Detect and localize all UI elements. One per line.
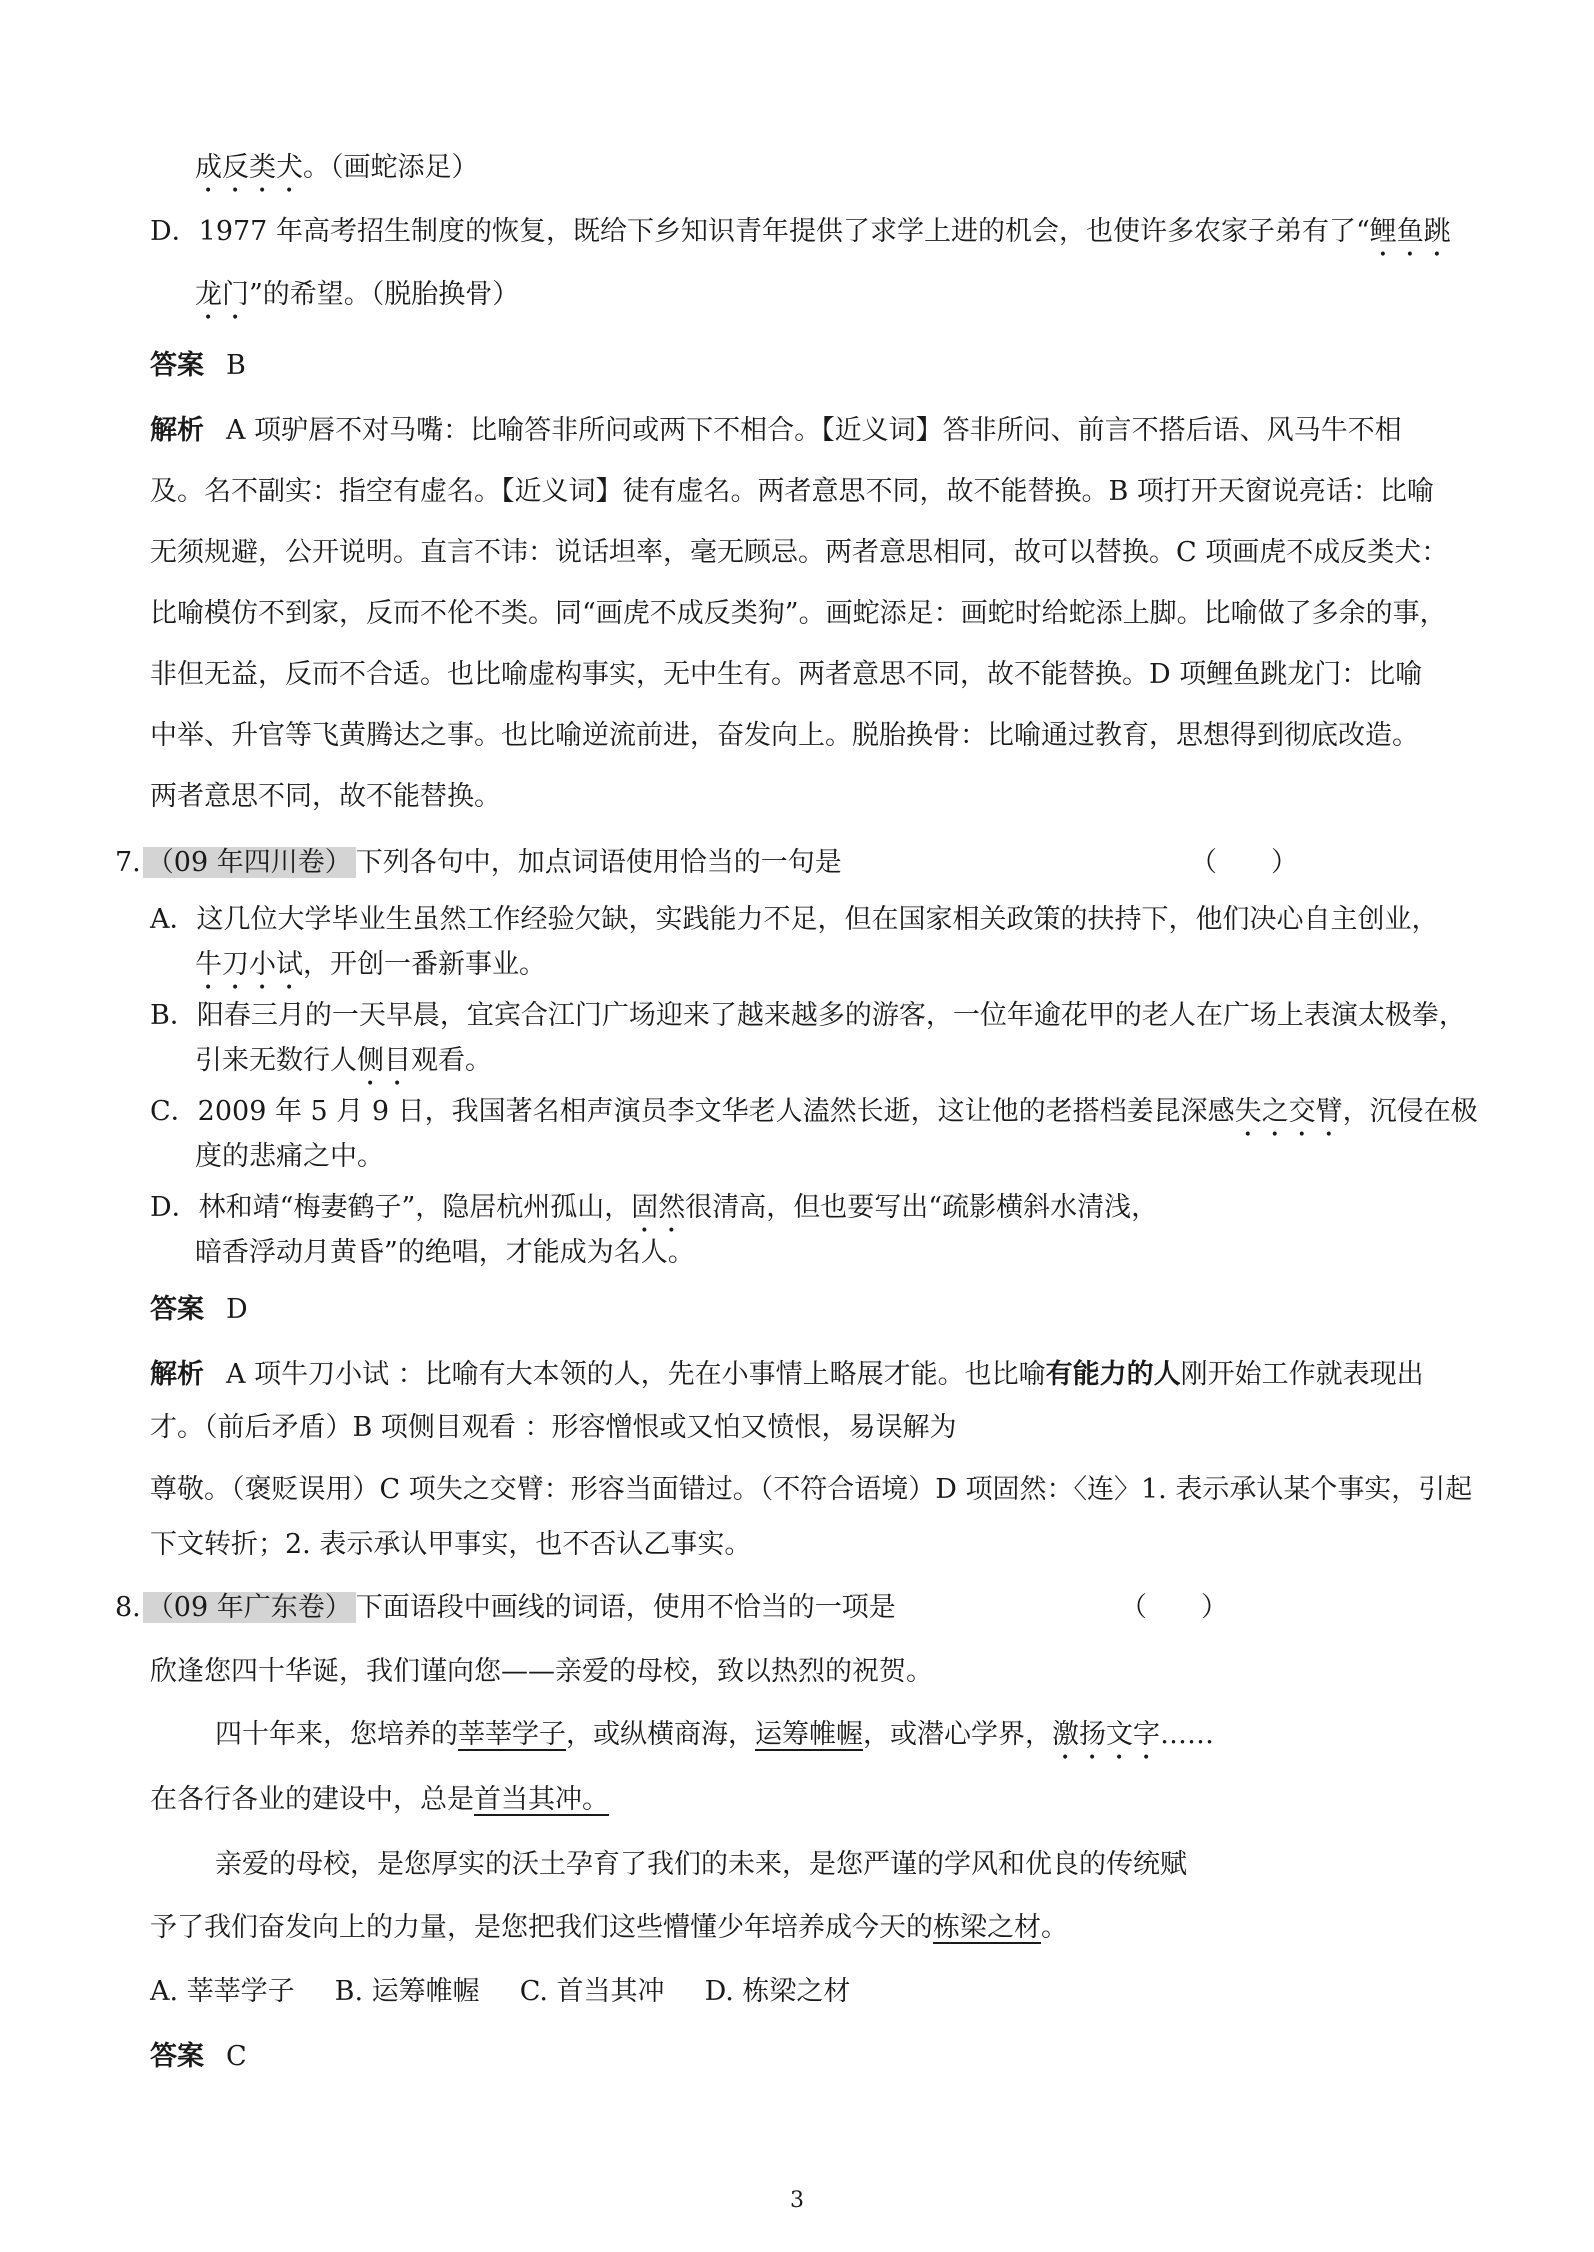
q6-option-d-line2: 龙门”的希望。（脱胎换骨）	[195, 279, 520, 310]
dotted-phrase: 牛刀小试	[195, 949, 303, 980]
underlined-phrase: 运筹帷幄	[755, 1719, 863, 1750]
q7-option-d-line2: 暗香浮动月黄昏”的绝唱，才能成为名人。	[195, 1237, 695, 1268]
q8-passage-line-4: 亲爱的母校，是您厚实的沃土孕育了我们的未来，是您严谨的学风和优良的传统赋	[215, 1849, 1187, 1880]
question-number: 8.	[115, 1592, 141, 1623]
answer-blank: （ ）	[1120, 1592, 1228, 1623]
q6-analysis-line-7: 两者意思不同，故不能替换。	[150, 781, 501, 812]
answer-value: C	[226, 2041, 247, 2072]
q6-answer	[150, 346, 246, 386]
q6-option-d-line1: D．1977 年高考招生制度的恢复，既给下乡知识青年提供了求学上进的机会，也使许多农家子弟有了“鲤鱼跳	[150, 216, 1451, 247]
q8-passage-line-1: 欣逢您四十华诞，我们谨向您——亲爱的母校，致以热烈的祝贺。	[150, 1656, 933, 1687]
q7-analysis-line-1: 解析 A 项牛刀小试 ：比喻有大本领的人，先在小事情上略展才能。也比喻有能力的人刚开始工作就表现出	[150, 1359, 1424, 1390]
q7-stem: 7. （09 年四川卷） 下列各句中，加点词语使用恰当的一句是	[115, 847, 842, 878]
q7-analysis-line-3: 尊敬。（褒贬误用）C 项失之交臂：形容当面错过。（不符合语境）D 项固然：〈连〉1. 表示承认某个事实，引起	[150, 1474, 1473, 1505]
page-number: 3	[790, 2188, 804, 2213]
q8-option-c: C. 首当其冲	[519, 1976, 665, 2007]
dotted-phrase: 龙门	[195, 279, 249, 310]
answer-value: B	[226, 350, 246, 381]
question-number: 7.	[115, 847, 141, 878]
q7-option-a-line1: A．这几位大学毕业生虽然工作经验欠缺，实践能力不足，但在国家相关政策的扶持下，他们决心自主创业，	[150, 904, 1439, 935]
analysis-label: 解析	[150, 415, 204, 446]
q6-analysis-line-5: 非但无益，反而不合适。也比喻虚构事实，无中生有。两者意思不同，故不能替换。D 项鲤鱼跳龙门：比喻	[150, 659, 1423, 690]
answer-blank: （ ）	[1190, 847, 1298, 878]
q7-option-d-line1: D．林和靖“梅妻鹤子”，隐居杭州孤山，固然很清高，但也要写出“疏影横斜水清浅，	[150, 1192, 1159, 1223]
dotted-phrase: 鲤鱼跳	[1369, 216, 1451, 247]
q8-options	[150, 1972, 850, 2012]
q8-option-a: A. 莘莘学子	[150, 1976, 295, 2007]
dotted-phrase: 固然	[631, 1192, 686, 1223]
q8-stem: 8. （09 年广东卷） 下面语段中画线的词语，使用不恰当的一项是	[115, 1592, 896, 1623]
q6-analysis-line-4: 比喻模仿不到家，反而不伦不类。同“画虎不成反类狗”。画蛇添足：画蛇时给蛇添上脚。比喻做了多余的事，	[150, 598, 1447, 629]
q7-option-c-line1: C．2009 年 5 月 9 日，我国著名相声演员李文华老人溘然长逝，这让他的老搭档姜昆深感失之交臂，沉侵在极	[150, 1096, 1478, 1127]
q6-analysis-line-6: 中举、升官等飞黄腾达之事。也比喻逆流前进，奋发向上。脱胎换骨：比喻通过教育，思想得到彻底改造。	[150, 720, 1419, 751]
underlined-phrase: 首当其冲。	[474, 1784, 609, 1815]
q8-option-d: D. 栋梁之材	[704, 1976, 851, 2007]
q8-option-b: B. 运筹帷幄	[334, 1976, 480, 2007]
q8-passage-line-2: 四十年来，您培养的莘莘学子，或纵横商海，运筹帷幄，或潜心学界，激扬文字……	[215, 1719, 1214, 1750]
answer-label: 答案	[150, 350, 204, 381]
dotted-phrase: 失之交臂	[1234, 1096, 1343, 1127]
source-tag: （09 年广东卷）	[143, 1592, 356, 1623]
source-tag: （09 年四川卷）	[143, 847, 356, 878]
q7-analysis-line-4: 下文转折；2. 表示承认甲事实，也不否认乙事实。	[150, 1529, 752, 1560]
q6-analysis-line-2: 及。名不副实：指空有虚名。【近义词】徒有虚名。两者意思不同，故不能替换。B 项打开天窗说亮话：比喻	[150, 476, 1434, 507]
q7-option-a-line2: 牛刀小试，开创一番新事业。	[195, 949, 546, 980]
dotted-phrase: 侧目	[357, 1045, 411, 1076]
q8-passage-line-5: 予了我们奋发向上的力量，是您把我们这些懵懂少年培养成今天的栋梁之材。	[150, 1912, 1068, 1943]
bold-phrase: 有能力的人	[1045, 1359, 1181, 1390]
answer-value: D	[226, 1294, 248, 1325]
analysis-label: 解析	[150, 1359, 204, 1390]
q7-analysis-line-2: 才。（前后矛盾）B 项侧目观看 ：形容憎恨或又怕又愤恨，易误解为	[150, 1412, 957, 1443]
dotted-phrase: 激扬文字	[1052, 1719, 1160, 1750]
underlined-phrase: 栋梁之材	[933, 1912, 1041, 1943]
q6-analysis-line-3: 无须规避，公开说明。直言不讳：说话坦率，毫无顾忌。两者意思相同，故可以替换。C 项画虎不成反类犬：	[150, 537, 1449, 568]
dotted-phrase: 成反类犬	[195, 152, 303, 183]
q8-passage-line-3: 在各行各业的建设中，总是首当其冲。	[150, 1784, 609, 1815]
answer-label: 答案	[150, 2041, 204, 2072]
q6-analysis-line-1: 解析 A 项驴唇不对马嘴：比喻答非所问或两下不相合。【近义词】答非所问、前言不搭后语、风马牛不相	[150, 415, 1402, 446]
q7-option-c-line2: 度的悲痛之中。	[195, 1141, 384, 1172]
underlined-phrase: 莘莘学子	[458, 1719, 566, 1750]
q8-answer	[150, 2037, 247, 2077]
q6-option-c-tail: 成反类犬。（画蛇添足）	[195, 152, 479, 183]
answer-label: 答案	[150, 1294, 204, 1325]
q7-option-b-line1: B．阳春三月的一天早晨，宜宾合江门广场迎来了越来越多的游客，一位年逾花甲的老人在广场上表演太极拳，	[150, 1000, 1466, 1031]
q7-answer	[150, 1290, 248, 1330]
q7-option-b-line2: 引来无数行人侧目观看。	[195, 1045, 492, 1076]
